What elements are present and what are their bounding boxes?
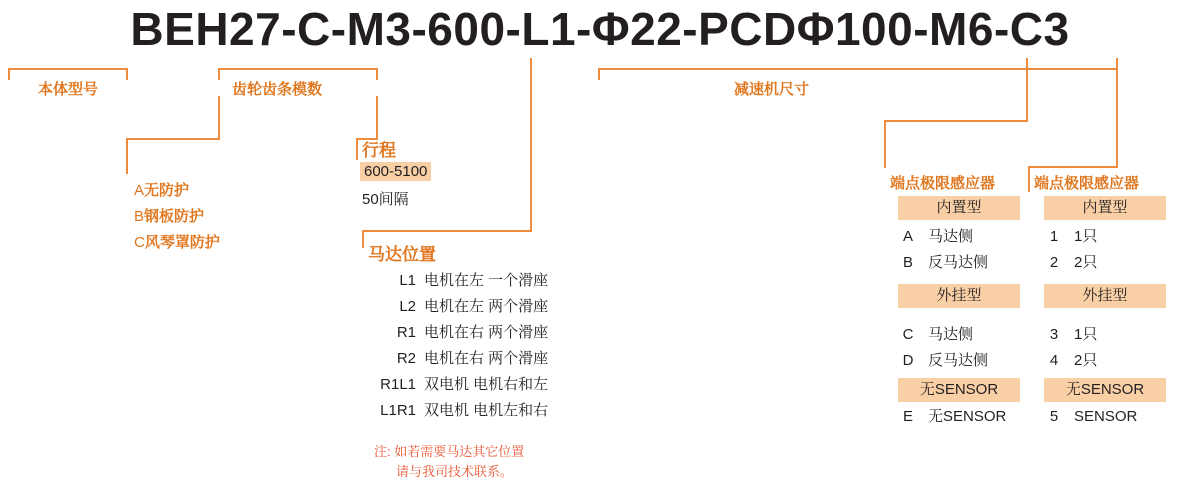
stroke-title: 行程 [362, 141, 396, 160]
sensor-right-group2-band: 外挂型 [1044, 284, 1166, 308]
connector-line-motor-drop [362, 230, 364, 248]
sensor-left-key: B [902, 254, 913, 271]
sensor-right-group2-row [1044, 322, 1097, 348]
sensor-left-group1-row [898, 224, 973, 250]
motor-position-row [372, 398, 548, 424]
motor-position-row [372, 320, 548, 346]
connector-line-motor-across [362, 230, 532, 232]
sensor-right-label: 2只 [1074, 254, 1098, 271]
protection-option-key: B [134, 208, 145, 225]
motor-position-note-line2: 请与我司技术联系。 [396, 464, 514, 479]
connector-line-sensor-right-down [1116, 58, 1118, 168]
motor-position-key: L1 [399, 272, 416, 289]
connector-line-reducer-size-left-tick [598, 68, 600, 80]
sensor-left-key: A [902, 228, 913, 245]
motor-position-note-line1: 注: 如若需要马达其它位置 [374, 444, 525, 459]
protection-option-row [134, 230, 220, 256]
sensor-right-group1-row [1044, 250, 1097, 276]
sensor-right-key: 5 [1049, 408, 1059, 425]
sensor-left-group3-band: 无SENSOR [898, 378, 1020, 402]
motor-position-label: 双电机 电机右和左 [424, 376, 549, 393]
protection-option-row [134, 178, 220, 204]
label-reducer-size: 减速机尺寸 [734, 81, 810, 98]
connector-line-stroke-drop [356, 138, 358, 160]
motor-position-row [372, 346, 548, 372]
stroke-range: 600-5100 [360, 162, 431, 181]
motor-position-title: 马达位置 [368, 245, 436, 264]
page-title: BEH27-C-M3-600-L1-Φ22-PCDΦ100-M6-C3 [130, 3, 1070, 55]
motor-position-key: R1 [396, 324, 416, 341]
sensor-right-group3-row [1044, 404, 1137, 430]
sensor-right-group2-row [1044, 348, 1097, 374]
sensor-left-label: 无SENSOR [928, 408, 1007, 425]
sensor-right-label: 1只 [1074, 228, 1098, 245]
sensor-right-group1-row [1044, 224, 1097, 250]
protection-option-label: 钢板防护 [144, 208, 205, 225]
motor-position-options-list [372, 268, 548, 424]
connector-line-rack-module-left-tick [218, 68, 220, 80]
label-rack-module: 齿轮齿条模数 [232, 81, 323, 98]
sensor-left-key: E [902, 408, 913, 425]
connector-line-protection-drop [126, 138, 128, 174]
sensor-left-group1-row [898, 250, 988, 276]
connector-line-sensor-left-down [1026, 58, 1028, 120]
connector-line-body-model-top [8, 68, 128, 70]
motor-position-label: 电机在右 两个滑座 [424, 324, 549, 341]
sensor-left-group2-band: 外挂型 [898, 284, 1020, 308]
sensor-left-group2-row [898, 348, 988, 374]
sensor-left-group3-row [898, 404, 1006, 430]
sensor-right-key: 4 [1049, 352, 1059, 369]
motor-position-key: L2 [399, 298, 416, 315]
motor-position-key: R2 [396, 350, 416, 367]
sensor-left-group1-band: 内置型 [898, 196, 1020, 220]
protection-option-key: C [134, 234, 145, 251]
sensor-right-label: SENSOR [1074, 408, 1138, 425]
stroke-interval: 50间隔 [362, 191, 409, 208]
motor-position-label: 电机在右 两个滑座 [424, 350, 549, 367]
motor-position-row [372, 372, 548, 398]
connector-line-sensor-left-across [884, 120, 1028, 122]
connector-line-motor-down [530, 58, 532, 232]
connector-line-protection-down [218, 96, 220, 140]
motor-position-label: 电机在左 两个滑座 [424, 298, 549, 315]
motor-position-row [372, 294, 548, 320]
connector-line-sensor-right-drop [1028, 166, 1030, 192]
sensor-left-key: D [902, 352, 914, 369]
protection-option-row [134, 204, 220, 230]
connector-line-body-model-left-tick [8, 68, 10, 80]
motor-position-key: R1L1 [380, 376, 416, 393]
sensor-left-group2-row [898, 322, 973, 348]
protection-option-label: 风琴罩防护 [144, 234, 220, 251]
protection-option-label: 无防护 [144, 182, 190, 199]
sensor-left-title: 端点极限感应器 [890, 175, 996, 192]
connector-line-sensor-right-across [1028, 166, 1118, 168]
connector-line-rack-module-top [218, 68, 378, 70]
sensor-right-key: 1 [1049, 228, 1059, 245]
sensor-left-label: 反马达侧 [928, 352, 989, 369]
sensor-right-title: 端点极限感应器 [1034, 175, 1140, 192]
sensor-right-group1-band: 内置型 [1044, 196, 1166, 220]
protection-option-key: A [134, 182, 145, 199]
protection-options-list [134, 178, 220, 256]
motor-position-key: L1R1 [380, 402, 416, 419]
sensor-right-key: 3 [1049, 326, 1059, 343]
connector-line-protection-across [126, 138, 220, 140]
sensor-right-label: 2只 [1074, 352, 1098, 369]
connector-line-sensor-left-drop [884, 120, 886, 168]
sensor-left-key: C [902, 326, 914, 343]
sensor-right-label: 1只 [1074, 326, 1098, 343]
sensor-left-label: 马达侧 [928, 228, 974, 245]
motor-position-label: 双电机 电机左和右 [424, 402, 549, 419]
sensor-left-label: 马达侧 [928, 326, 974, 343]
label-body-model: 本体型号 [38, 81, 99, 98]
connector-line-reducer-size-top [598, 68, 1118, 70]
connector-line-body-model-right-tick [126, 68, 128, 80]
motor-position-row [372, 268, 548, 294]
sensor-left-label: 反马达侧 [928, 254, 989, 271]
motor-position-label: 电机在左 一个滑座 [424, 272, 549, 289]
sensor-right-group3-band: 无SENSOR [1044, 378, 1166, 402]
sensor-right-key: 2 [1049, 254, 1059, 271]
connector-line-rack-module-right-tick [376, 68, 378, 80]
connector-line-stroke-down [376, 96, 378, 140]
